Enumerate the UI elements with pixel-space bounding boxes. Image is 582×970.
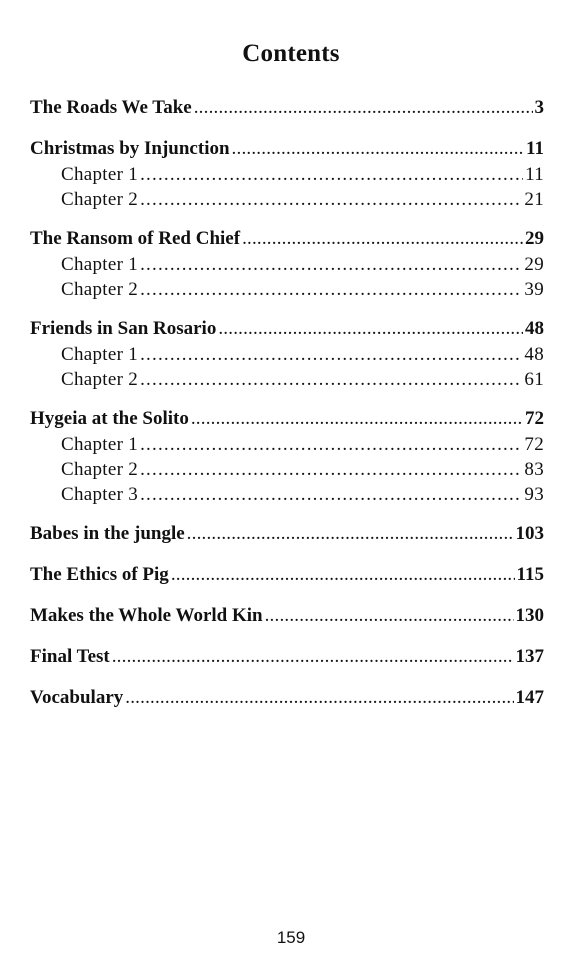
toc-chapter-row [30,432,544,457]
dot-leader [191,406,523,432]
toc-page-number: 48 [524,344,544,365]
toc-page-number: 61 [524,369,544,390]
toc-story-title: The Ransom of Red Chief [30,228,241,249]
toc-chapter-row [30,162,544,187]
toc-page-number: 39 [524,279,544,300]
table-of-contents [30,95,544,726]
dot-leader [140,252,522,277]
toc-story-title: The Roads We Take [30,97,192,118]
toc-page-number: 93 [524,484,544,505]
toc-story-title: Hygeia at the Solito [30,408,189,429]
toc-page-number: 103 [515,523,544,544]
toc-chapter-row [30,367,544,392]
toc-story-title: Christmas by Injunction [30,138,230,159]
toc-entry [30,644,544,670]
toc-entry [30,603,544,629]
toc-entry [30,136,544,212]
toc-chapter-title: Chapter 1 [61,164,139,185]
toc-story-title: Makes the Whole World Kin [30,605,263,626]
toc-chapter-title: Chapter 1 [61,344,139,365]
toc-entry [30,226,544,302]
dot-leader [140,342,522,367]
toc-page-number: 115 [516,564,544,585]
toc-chapter-row [30,342,544,367]
toc-story-title: Final Test [30,646,110,667]
toc-chapter-title: Chapter 3 [61,484,139,505]
toc-page-number: 29 [525,228,544,249]
page-title: Contents [242,40,340,67]
dot-leader [187,521,514,547]
dot-leader [242,226,523,252]
page-number: 159 [276,928,306,947]
dot-leader [140,432,522,457]
toc-story-row [30,685,544,711]
dot-leader [194,95,533,121]
toc-page-number: 29 [524,254,544,275]
toc-story-row [30,521,544,547]
dot-leader [232,136,525,162]
toc-page-number: 72 [525,408,544,429]
dot-leader [140,457,522,482]
toc-chapter-row [30,277,544,302]
toc-entry [30,562,544,588]
toc-chapter-title: Chapter 1 [61,434,139,455]
dot-leader [140,187,522,212]
toc-story-row [30,226,544,252]
dot-leader [140,277,522,302]
toc-chapter-title: Chapter 2 [61,369,139,390]
toc-story-title: Vocabulary [30,687,124,708]
toc-story-title: Friends in San Rosario [30,318,217,339]
toc-page-number: 11 [525,164,544,185]
toc-story-row [30,316,544,342]
toc-chapter-row [30,187,544,212]
toc-chapter-title: Chapter 2 [61,279,139,300]
toc-chapter-title: Chapter 1 [61,254,139,275]
toc-story-row [30,562,544,588]
toc-story-title: Babes in the jungle [30,523,185,544]
dot-leader [112,644,514,670]
toc-page-number: 3 [534,97,544,118]
dot-leader [171,562,515,588]
dot-leader [218,316,523,342]
toc-page-number: 147 [515,687,544,708]
dot-leader [140,162,523,187]
toc-page-number: 72 [524,434,544,455]
toc-page-number: 11 [526,138,544,159]
toc-story-title: The Ethics of Pig [30,564,169,585]
toc-entry [30,95,544,121]
toc-story-row [30,95,544,121]
dot-leader [140,482,522,507]
toc-entry [30,406,544,507]
toc-entry [30,316,544,392]
toc-chapter-title: Chapter 2 [61,189,139,210]
toc-entry [30,685,544,711]
toc-page-number: 137 [515,646,544,667]
toc-chapter-row [30,457,544,482]
toc-chapter-row [30,252,544,277]
toc-page-number: 130 [515,605,544,626]
dot-leader [140,367,522,392]
toc-entry [30,521,544,547]
toc-story-row [30,644,544,670]
toc-page-number: 83 [524,459,544,480]
toc-story-row [30,406,544,432]
toc-chapter-title: Chapter 2 [61,459,139,480]
toc-story-row [30,136,544,162]
toc-page-number: 21 [524,189,544,210]
dot-leader [265,603,514,629]
toc-story-row [30,603,544,629]
dot-leader [125,685,513,711]
toc-page-number: 48 [525,318,544,339]
toc-chapter-row [30,482,544,507]
